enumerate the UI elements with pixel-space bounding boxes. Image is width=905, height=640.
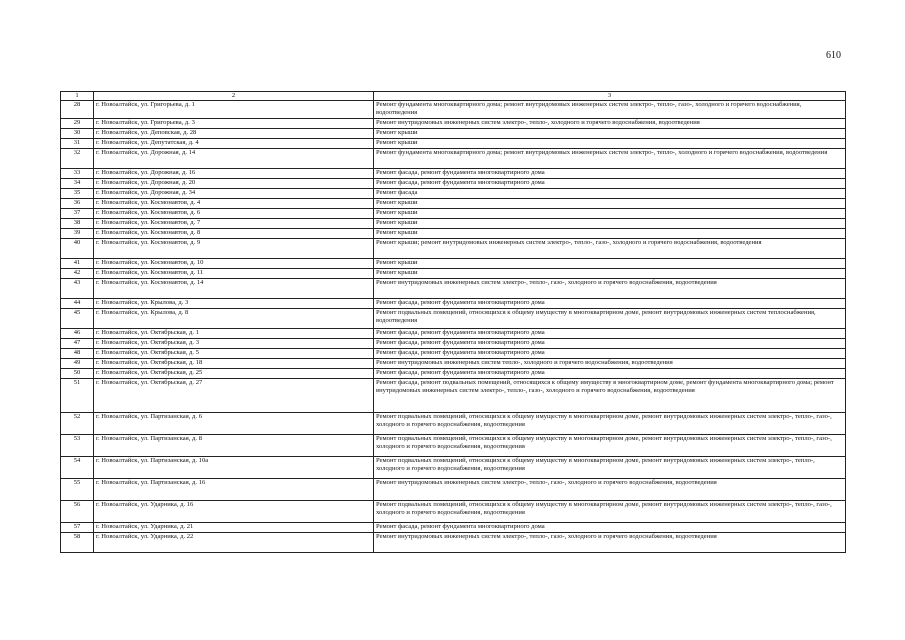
row-number: 43 xyxy=(61,278,94,298)
address-cell: г. Новоалтайск, ул. Дорожная, д. 34 xyxy=(94,188,374,198)
table-row xyxy=(61,188,846,198)
repair-works-cell: Ремонт подвальных помещений, относящихся к общему имуществу в многоквартирном доме, ремонт внутридомовых инженерных систем электро-, тепло-, газо-, холодного и горячего водоснабжения, водоотведения xyxy=(374,434,846,456)
table-row xyxy=(61,238,846,258)
row-number: 53 xyxy=(61,434,94,456)
table-row xyxy=(61,348,846,358)
repair-works-cell: Ремонт фасада, ремонт фундамента многоквартирного дома xyxy=(374,178,846,188)
address-cell: г. Новоалтайск, ул. Космонавтов, д. 7 xyxy=(94,218,374,228)
row-number: 38 xyxy=(61,218,94,228)
repair-works-cell: Ремонт внутридомовых инженерных систем электро-, тепло-, холодного и горячего водоснабжения, водоотведения xyxy=(374,118,846,128)
address-cell: г. Новоалтайск, ул. Дорожная, д. 14 xyxy=(94,148,374,168)
row-number: 37 xyxy=(61,208,94,218)
table-row xyxy=(61,358,846,368)
address-cell: г. Новоалтайск, ул. Октябрьская, д. 3 xyxy=(94,338,374,348)
row-number: 48 xyxy=(61,348,94,358)
address-cell: г. Новоалтайск, ул. Депутатская, д. 4 xyxy=(94,138,374,148)
table-row xyxy=(61,338,846,348)
row-number: 55 xyxy=(61,478,94,500)
row-number: 44 xyxy=(61,298,94,308)
repair-works-cell: Ремонт фасада, ремонт фундамента многоквартирного дома xyxy=(374,522,846,532)
housing-repair-table xyxy=(60,91,846,553)
repair-works-cell: Ремонт подвальных помещений, относящихся к общему имуществу в многоквартирном доме, ремонт внутридомовых инженерных систем электро-, тепло-, холодного и горячего водоснабжения, водоотведения xyxy=(374,456,846,478)
table-row xyxy=(61,168,846,178)
address-cell: г. Новоалтайск, ул. Крылова, д. 3 xyxy=(94,298,374,308)
table-row xyxy=(61,522,846,532)
table-row xyxy=(61,412,846,434)
repair-works-cell: Ремонт фундамента многоквартирного дома; ремонт внутридомовых инженерных систем электро-, тепло-, холодного и горячего водоснабжения, водоотведения xyxy=(374,148,846,168)
row-number: 51 xyxy=(61,378,94,412)
row-number: 47 xyxy=(61,338,94,348)
row-number: 33 xyxy=(61,168,94,178)
repair-works-cell: Ремонт фасада, ремонт фундамента многоквартирного дома xyxy=(374,338,846,348)
table-row xyxy=(61,378,846,412)
repair-works-cell: Ремонт фасада, ремонт фундамента многоквартирного дома xyxy=(374,348,846,358)
row-number: 58 xyxy=(61,532,94,552)
table-row xyxy=(61,258,846,268)
row-number: 52 xyxy=(61,412,94,434)
address-cell: г. Новоалтайск, ул. Октябрьская, д. 25 xyxy=(94,368,374,378)
repair-works-cell: Ремонт фасада, ремонт подвальных помещений, относящихся к общему имуществу в многоквартирном доме, ремонт фундамента многоквартирного дома; ремонт внутридомовых инженерных систем электро-, тепло-, газо-, холодного и горячего водоснабжения, водоотведения xyxy=(374,378,846,412)
address-cell: г. Новоалтайск, ул. Октябрьская, д. 18 xyxy=(94,358,374,368)
table-row xyxy=(61,434,846,456)
address-cell: г. Новоалтайск, ул. Крылова, д. 8 xyxy=(94,308,374,328)
row-number: 29 xyxy=(61,118,94,128)
row-number: 56 xyxy=(61,500,94,522)
table-row xyxy=(61,138,846,148)
address-cell: г. Новоалтайск, ул. Дорожная, д. 16 xyxy=(94,168,374,178)
row-number: 57 xyxy=(61,522,94,532)
table-row xyxy=(61,456,846,478)
row-number: 50 xyxy=(61,368,94,378)
address-cell: г. Новоалтайск, ул. Григорьева, д. 1 xyxy=(94,101,374,118)
repair-works-cell: Ремонт крыши xyxy=(374,208,846,218)
address-cell: г. Новоалтайск, ул. Партизанская, д. 10а xyxy=(94,456,374,478)
column-number-3: 3 xyxy=(374,92,846,101)
repair-works-cell: Ремонт крыши; ремонт внутридомовых инженерных систем электро-, тепло-, газо-, холодного и горячего водоснабжения, водоотведения xyxy=(374,238,846,258)
address-cell: г. Новоалтайск, ул. Партизанская, д. 8 xyxy=(94,434,374,456)
column-number-header-row xyxy=(61,92,846,101)
address-cell: г. Новоалтайск, ул. Деповская, д. 28 xyxy=(94,128,374,138)
row-number: 39 xyxy=(61,228,94,238)
address-cell: г. Новоалтайск, ул. Дорожная, д. 20 xyxy=(94,178,374,188)
row-number: 30 xyxy=(61,128,94,138)
table-row xyxy=(61,178,846,188)
row-number: 28 xyxy=(61,101,94,118)
table-row xyxy=(61,298,846,308)
address-cell: г. Новоалтайск, ул. Октябрьская, д. 1 xyxy=(94,328,374,338)
row-number: 42 xyxy=(61,268,94,278)
repair-works-cell: Ремонт подвальных помещений, относящихся к общему имуществу в многоквартирном доме, ремонт внутридомовых инженерных систем электро-, тепло-, газо-, холодного и горячего водоснабжения, водоотведения xyxy=(374,500,846,522)
address-cell: г. Новоалтайск, ул. Космонавтов, д. 10 xyxy=(94,258,374,268)
repair-works-cell: Ремонт фасада xyxy=(374,188,846,198)
table-row xyxy=(61,208,846,218)
page-number: 610 xyxy=(826,50,841,61)
row-number: 41 xyxy=(61,258,94,268)
repair-works-cell: Ремонт внутридомовых инженерных систем тепло-, холодного и горячего водоснабжения, водоотведения xyxy=(374,358,846,368)
row-number: 31 xyxy=(61,138,94,148)
table-row xyxy=(61,478,846,500)
repair-works-cell: Ремонт фасада, ремонт фундамента многоквартирного дома xyxy=(374,368,846,378)
repair-works-cell: Ремонт крыши xyxy=(374,128,846,138)
repair-works-cell: Ремонт фасада, ремонт фундамента многоквартирного дома xyxy=(374,298,846,308)
row-number: 49 xyxy=(61,358,94,368)
table-row xyxy=(61,228,846,238)
address-cell: г. Новоалтайск, ул. Космонавтов, д. 11 xyxy=(94,268,374,278)
address-cell: г. Новоалтайск, ул. Космонавтов, д. 4 xyxy=(94,198,374,208)
repair-works-cell: Ремонт крыши xyxy=(374,198,846,208)
row-number: 40 xyxy=(61,238,94,258)
address-cell: г. Новоалтайск, ул. Космонавтов, д. 8 xyxy=(94,228,374,238)
table-row xyxy=(61,500,846,522)
row-number: 46 xyxy=(61,328,94,338)
table-row xyxy=(61,268,846,278)
repair-works-cell: Ремонт крыши xyxy=(374,258,846,268)
repair-works-cell: Ремонт фундамента многоквартирного дома; ремонт внутридомовых инженерных систем электро-, тепло-, газо-, холодного и горячего водоснабжения, водоотведения xyxy=(374,101,846,118)
address-cell: г. Новоалтайск, ул. Партизанская, д. 6 xyxy=(94,412,374,434)
address-cell: г. Новоалтайск, ул. Космонавтов, д. 9 xyxy=(94,238,374,258)
table-row xyxy=(61,218,846,228)
column-number-1: 1 xyxy=(61,92,94,101)
repair-works-cell: Ремонт внутридомовых инженерных систем электро-, тепло-, газо-, холодного и горячего водоснабжения, водоотведения xyxy=(374,532,846,552)
table-row xyxy=(61,368,846,378)
address-cell: г. Новоалтайск, ул. Ударника, д. 16 xyxy=(94,500,374,522)
column-number-2: 2 xyxy=(94,92,374,101)
row-number: 35 xyxy=(61,188,94,198)
row-number: 34 xyxy=(61,178,94,188)
address-cell: г. Новоалтайск, ул. Космонавтов, д. 14 xyxy=(94,278,374,298)
address-cell: г. Новоалтайск, ул. Ударника, д. 21 xyxy=(94,522,374,532)
repair-works-cell: Ремонт фасада, ремонт фундамента многоквартирного дома xyxy=(374,328,846,338)
repair-works-cell: Ремонт крыши xyxy=(374,138,846,148)
repair-works-cell: Ремонт крыши xyxy=(374,218,846,228)
table-row xyxy=(61,328,846,338)
row-number: 36 xyxy=(61,198,94,208)
table-row xyxy=(61,118,846,128)
address-cell: г. Новоалтайск, ул. Октябрьская, д. 27 xyxy=(94,378,374,412)
row-number: 54 xyxy=(61,456,94,478)
table-row xyxy=(61,198,846,208)
repair-works-cell: Ремонт крыши xyxy=(374,228,846,238)
repair-works-cell: Ремонт фасада, ремонт фундамента многоквартирного дома xyxy=(374,168,846,178)
address-cell: г. Новоалтайск, ул. Космонавтов, д. 6 xyxy=(94,208,374,218)
repair-works-cell: Ремонт крыши xyxy=(374,268,846,278)
repair-works-cell: Ремонт подвальных помещений, относящихся к общему имуществу в многоквартирном доме, ремонт внутридомовых инженерных систем электро-, тепло-, газо-, холодного и горячего водоснабжения, водоотведения xyxy=(374,412,846,434)
table-row xyxy=(61,308,846,328)
address-cell: г. Новоалтайск, ул. Октябрьская, д. 5 xyxy=(94,348,374,358)
table-row xyxy=(61,101,846,118)
address-cell: г. Новоалтайск, ул. Партизанская, д. 16 xyxy=(94,478,374,500)
table-row xyxy=(61,532,846,552)
table-row xyxy=(61,278,846,298)
address-cell: г. Новоалтайск, ул. Григорьева, д. 3 xyxy=(94,118,374,128)
row-number: 45 xyxy=(61,308,94,328)
table-row xyxy=(61,148,846,168)
repair-works-cell: Ремонт внутридомовых инженерных систем электро-, тепло-, газо-, холодного и горячего водоснабжения, водоотведения xyxy=(374,278,846,298)
repair-works-cell: Ремонт внутридомовых инженерных систем электро-, тепло-, газо-, холодного и горячего водоснабжения, водоотведения xyxy=(374,478,846,500)
table-row xyxy=(61,128,846,138)
repair-works-cell: Ремонт подвальных помещений, относящихся к общему имуществу в многоквартирном доме, ремонт внутридомовых инженерных систем теплоснабжения, водоотведения xyxy=(374,308,846,328)
row-number: 32 xyxy=(61,148,94,168)
address-cell: г. Новоалтайск, ул. Ударника, д. 22 xyxy=(94,532,374,552)
